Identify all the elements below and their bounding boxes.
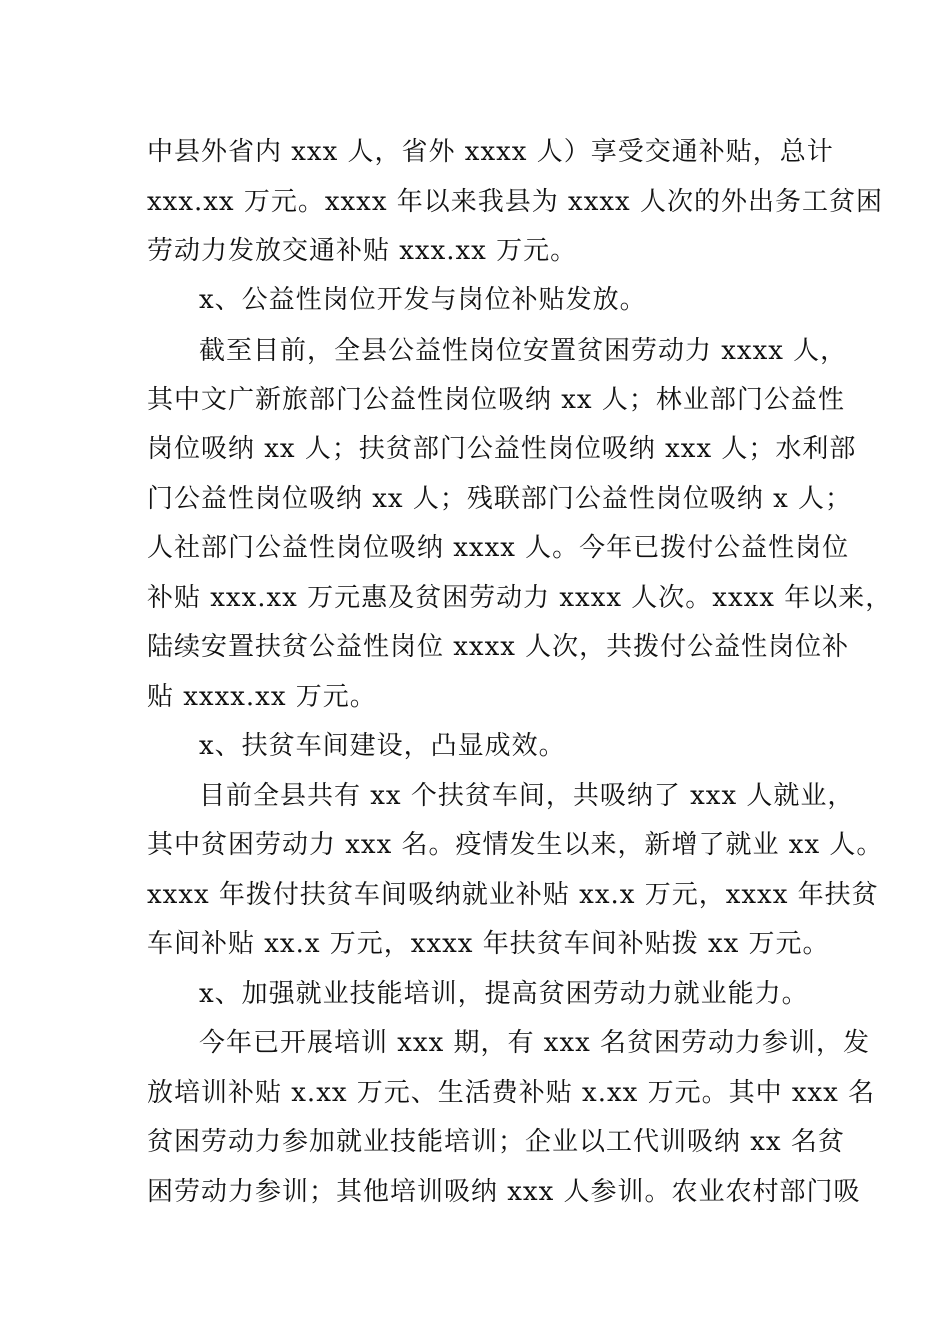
text-line: 困劳动力参训；其他培训吸纳 xxx 人参训。农业农村部门吸: [147, 1177, 861, 1207]
text-line: 贫困劳动力参加就业技能培训；企业以工代训吸纳 xx 名贫: [147, 1127, 845, 1157]
text-line: 今年已开展培训 xxx 期，有 xxx 名贫困劳动力参训，发: [199, 1028, 871, 1058]
text-line: 目前全县共有 xx 个扶贫车间，共吸纳了 xxx 人就业，: [199, 781, 855, 811]
text-line: 其中文广新旅部门公益性岗位吸纳 xx 人；林业部门公益性: [147, 385, 845, 415]
text-line: 中县外省内 xxx 人，省外 xxxx 人）享受交通补贴，总计: [147, 137, 834, 167]
text-line: 截至目前，全县公益性岗位安置贫困劳动力 xxxx 人，: [199, 336, 848, 366]
text-line: 门公益性岗位吸纳 xx 人；残联部门公益性岗位吸纳 x 人；: [147, 484, 853, 514]
text-line: 补贴 xxx.xx 万元惠及贫困劳动力 xxxx 人次。xxxx 年以来，: [147, 583, 893, 613]
text-line: 人社部门公益性岗位吸纳 xxxx 人。今年已拨付公益性岗位: [147, 533, 850, 563]
text-line: 陆续安置扶贫公益性岗位 xxxx 人次，共拨付公益性岗位补: [147, 632, 850, 662]
text-line: xxxx 年拨付扶贫车间吸纳就业补贴 xx.x 万元，xxxx 年扶贫: [147, 880, 879, 910]
section-heading: x、加强就业技能培训，提高贫困劳动力就业能力。: [199, 979, 809, 1009]
text-line: 放培训补贴 x.xx 万元、生活费补贴 x.xx 万元。其中 xxx 名: [147, 1078, 876, 1108]
section-heading: x、公益性岗位开发与岗位补贴发放。: [199, 285, 647, 315]
text-line: 岗位吸纳 xx 人；扶贫部门公益性岗位吸纳 xxx 人；水利部: [147, 434, 857, 464]
text-line: xxx.xx 万元。xxxx 年以来我县为 xxxx 人次的外出务工贫困: [147, 187, 883, 217]
text-line: 劳动力发放交通补贴 xxx.xx 万元。: [147, 236, 578, 266]
text-line: 其中贫困劳动力 xxx 名。疫情发生以来，新增了就业 xx 人。: [147, 830, 884, 860]
text-line: 车间补贴 xx.x 万元，xxxx 年扶贫车间补贴拨 xx 万元。: [147, 929, 830, 959]
section-heading: x、扶贫车间建设，凸显成效。: [199, 731, 566, 761]
text-line: 贴 xxxx.xx 万元。: [147, 682, 377, 712]
